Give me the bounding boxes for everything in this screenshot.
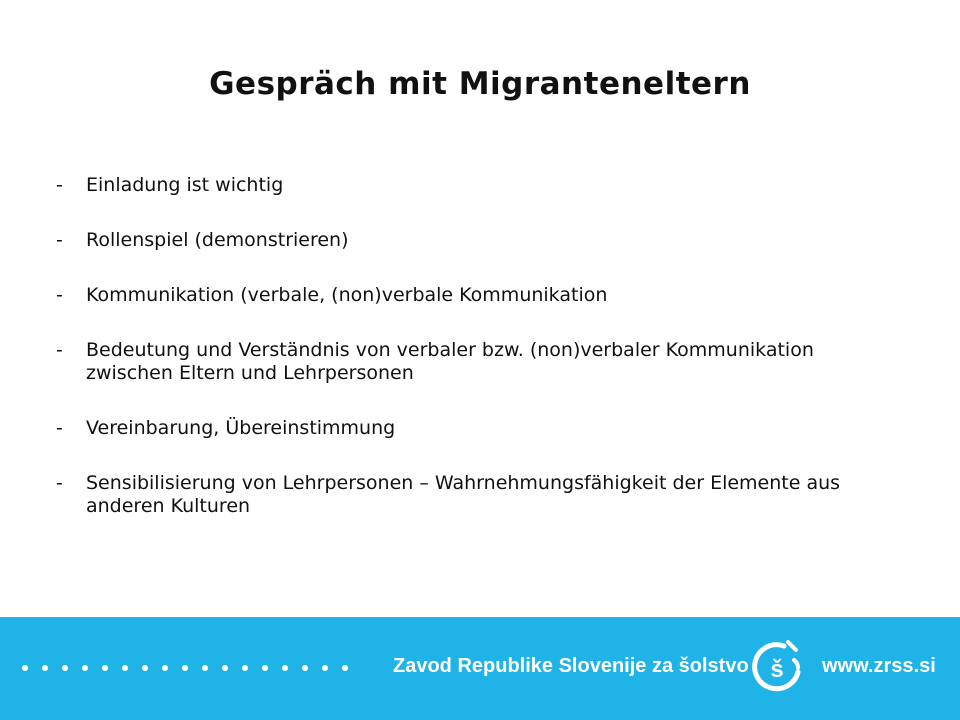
footer-dot <box>122 665 128 671</box>
footer-url[interactable]: www.zrss.si <box>822 655 936 677</box>
bullet-dash: - <box>56 284 63 306</box>
bullet-item <box>56 174 876 197</box>
zrss-logo-icon <box>748 638 806 696</box>
bullet-text: Vereinbarung, Übereinstimmung <box>86 417 396 439</box>
bullet-item <box>56 229 876 252</box>
bullet-text: Bedeutung und Verständnis von verbaler bzw. (non)verbaler Kommunikation zwischen Eltern und Lehrpersonen <box>86 339 814 384</box>
svg-text:š: š <box>770 656 784 683</box>
footer-dot <box>62 665 68 671</box>
footer-dot <box>242 665 248 671</box>
footer-dot <box>202 665 208 671</box>
footer-dot <box>282 665 288 671</box>
footer-organization: Zavod Republike Slovenije za šolstvo <box>393 655 749 677</box>
slide-title: Gespräch mit Migranteneltern <box>209 66 751 102</box>
bullet-dash: - <box>56 174 63 196</box>
footer-dot <box>182 665 188 671</box>
footer-dots <box>22 658 348 678</box>
footer-dot <box>322 665 328 671</box>
bullet-item <box>56 417 876 440</box>
footer-dot <box>142 665 148 671</box>
bullet-dash: - <box>56 417 63 439</box>
bullet-item <box>56 472 876 518</box>
footer-dot <box>222 665 228 671</box>
bullet-text: Sensibilisierung von Lehrpersonen – Wahrnehmungsfähigkeit der Elemente aus anderen Kulturen <box>86 472 841 517</box>
bullet-dash: - <box>56 339 63 361</box>
footer-dot <box>162 665 168 671</box>
footer-dot <box>342 665 348 671</box>
bullet-dash: - <box>56 229 63 251</box>
bullet-text: Einladung ist wichtig <box>86 174 284 196</box>
bullet-list <box>56 174 876 550</box>
bullet-text: Kommunikation (verbale, (non)verbale Kommunikation <box>86 284 608 306</box>
footer-dot <box>22 665 28 671</box>
bullet-text: Rollenspiel (demonstrieren) <box>86 229 349 251</box>
footer-dot <box>82 665 88 671</box>
footer-dot <box>42 665 48 671</box>
footer-dot <box>262 665 268 671</box>
bullet-item <box>56 284 876 307</box>
footer-dot <box>302 665 308 671</box>
bullet-item <box>56 339 876 385</box>
footer-dot <box>102 665 108 671</box>
bullet-dash: - <box>56 472 63 494</box>
